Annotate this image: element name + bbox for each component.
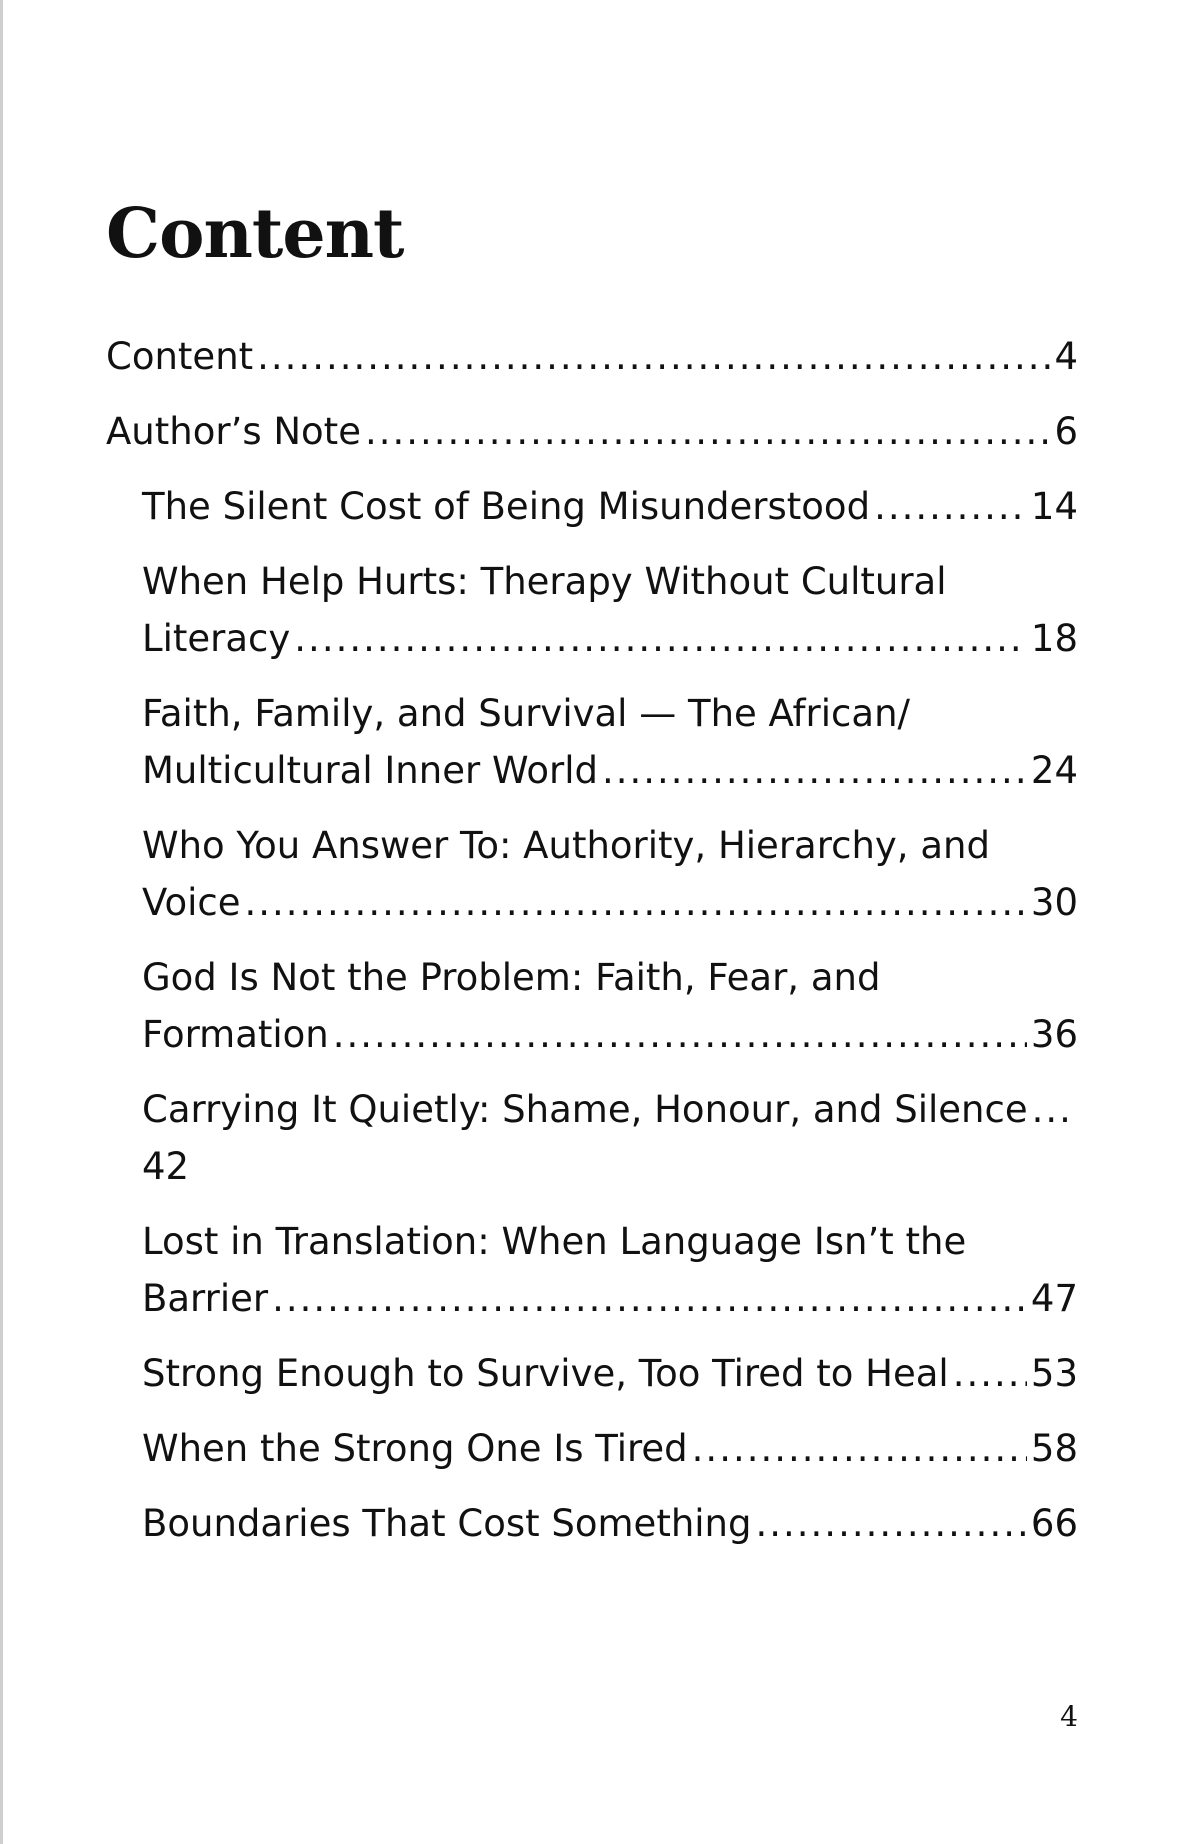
toc-entry-page: 47 (1030, 1277, 1078, 1320)
dot-leader (692, 1420, 1027, 1477)
toc-entry-title-line1: Faith, Family, and Survival — The African/ (142, 692, 910, 735)
toc-entry[interactable] (106, 478, 1078, 535)
toc-entry-title: Carrying It Quietly: Shame, Honour, and Silence (142, 1088, 1028, 1131)
dot-leader (272, 1270, 1027, 1327)
toc-entry-title: When the Strong One Is Tired (142, 1427, 688, 1470)
toc-entry-title: Strong Enough to Survive, Too Tired to Heal (142, 1352, 949, 1395)
toc-entry-page: 4 (1054, 335, 1078, 378)
toc-entry[interactable] (106, 1420, 1078, 1477)
toc-entry-title: Barrier (142, 1277, 269, 1320)
toc-entry-page: 42 (142, 1145, 190, 1188)
dot-leader (1032, 1081, 1074, 1138)
toc-entry-title: Author’s Note (106, 410, 361, 453)
toc-entry[interactable] (106, 1213, 1078, 1327)
toc-entry[interactable] (106, 1345, 1078, 1402)
toc-entry-page: 6 (1054, 410, 1078, 453)
dot-leader (294, 610, 1027, 667)
toc-entry-title: Literacy (142, 617, 291, 660)
toc-entry-page: 66 (1030, 1502, 1078, 1545)
toc-entry[interactable] (106, 553, 1078, 667)
toc-entry-title: Voice (142, 881, 241, 924)
dot-leader (244, 874, 1026, 931)
toc-entry-title: Multicultural Inner World (142, 749, 598, 792)
toc-entry-title: Formation (142, 1013, 329, 1056)
toc-entry[interactable] (106, 1495, 1078, 1552)
toc-entry[interactable] (106, 685, 1078, 799)
toc-entry[interactable] (106, 949, 1078, 1063)
toc-entry-title-line1: Lost in Translation: When Language Isn’t the (142, 1220, 967, 1263)
toc-entry-page: 24 (1030, 749, 1078, 792)
toc-entry-title-line1: God Is Not the Problem: Faith, Fear, and (142, 956, 881, 999)
toc-entry-title: Content (106, 335, 254, 378)
toc-entry-title-line1: Who You Answer To: Authority, Hierarchy, and (142, 824, 990, 867)
toc-entry[interactable] (106, 1081, 1078, 1195)
toc-entry[interactable] (106, 328, 1078, 385)
toc-entry-page: 58 (1030, 1427, 1078, 1470)
toc-entry-page: 14 (1030, 485, 1078, 528)
toc-entry-page: 36 (1030, 1013, 1078, 1056)
dot-leader (874, 478, 1027, 535)
dot-leader (953, 1345, 1027, 1402)
page-number: 4 (1060, 1700, 1078, 1733)
page-edge (0, 0, 3, 1844)
dot-leader (365, 403, 1051, 460)
dot-leader (257, 328, 1050, 385)
table-of-contents (106, 328, 1078, 1570)
toc-entry-page: 18 (1030, 617, 1078, 660)
toc-entry-title-line1: When Help Hurts: Therapy Without Cultural (142, 560, 947, 603)
toc-entry-title: Boundaries That Cost Something (142, 1502, 752, 1545)
dot-leader (602, 742, 1027, 799)
toc-entry[interactable] (106, 817, 1078, 931)
dot-leader (333, 1006, 1027, 1063)
page-title: Content (106, 194, 404, 274)
dot-leader (756, 1495, 1027, 1552)
toc-entry-title: The Silent Cost of Being Misunderstood (142, 485, 871, 528)
toc-entry[interactable] (106, 403, 1078, 460)
toc-entry-page: 30 (1030, 881, 1078, 924)
toc-entry-page: 53 (1030, 1352, 1078, 1395)
